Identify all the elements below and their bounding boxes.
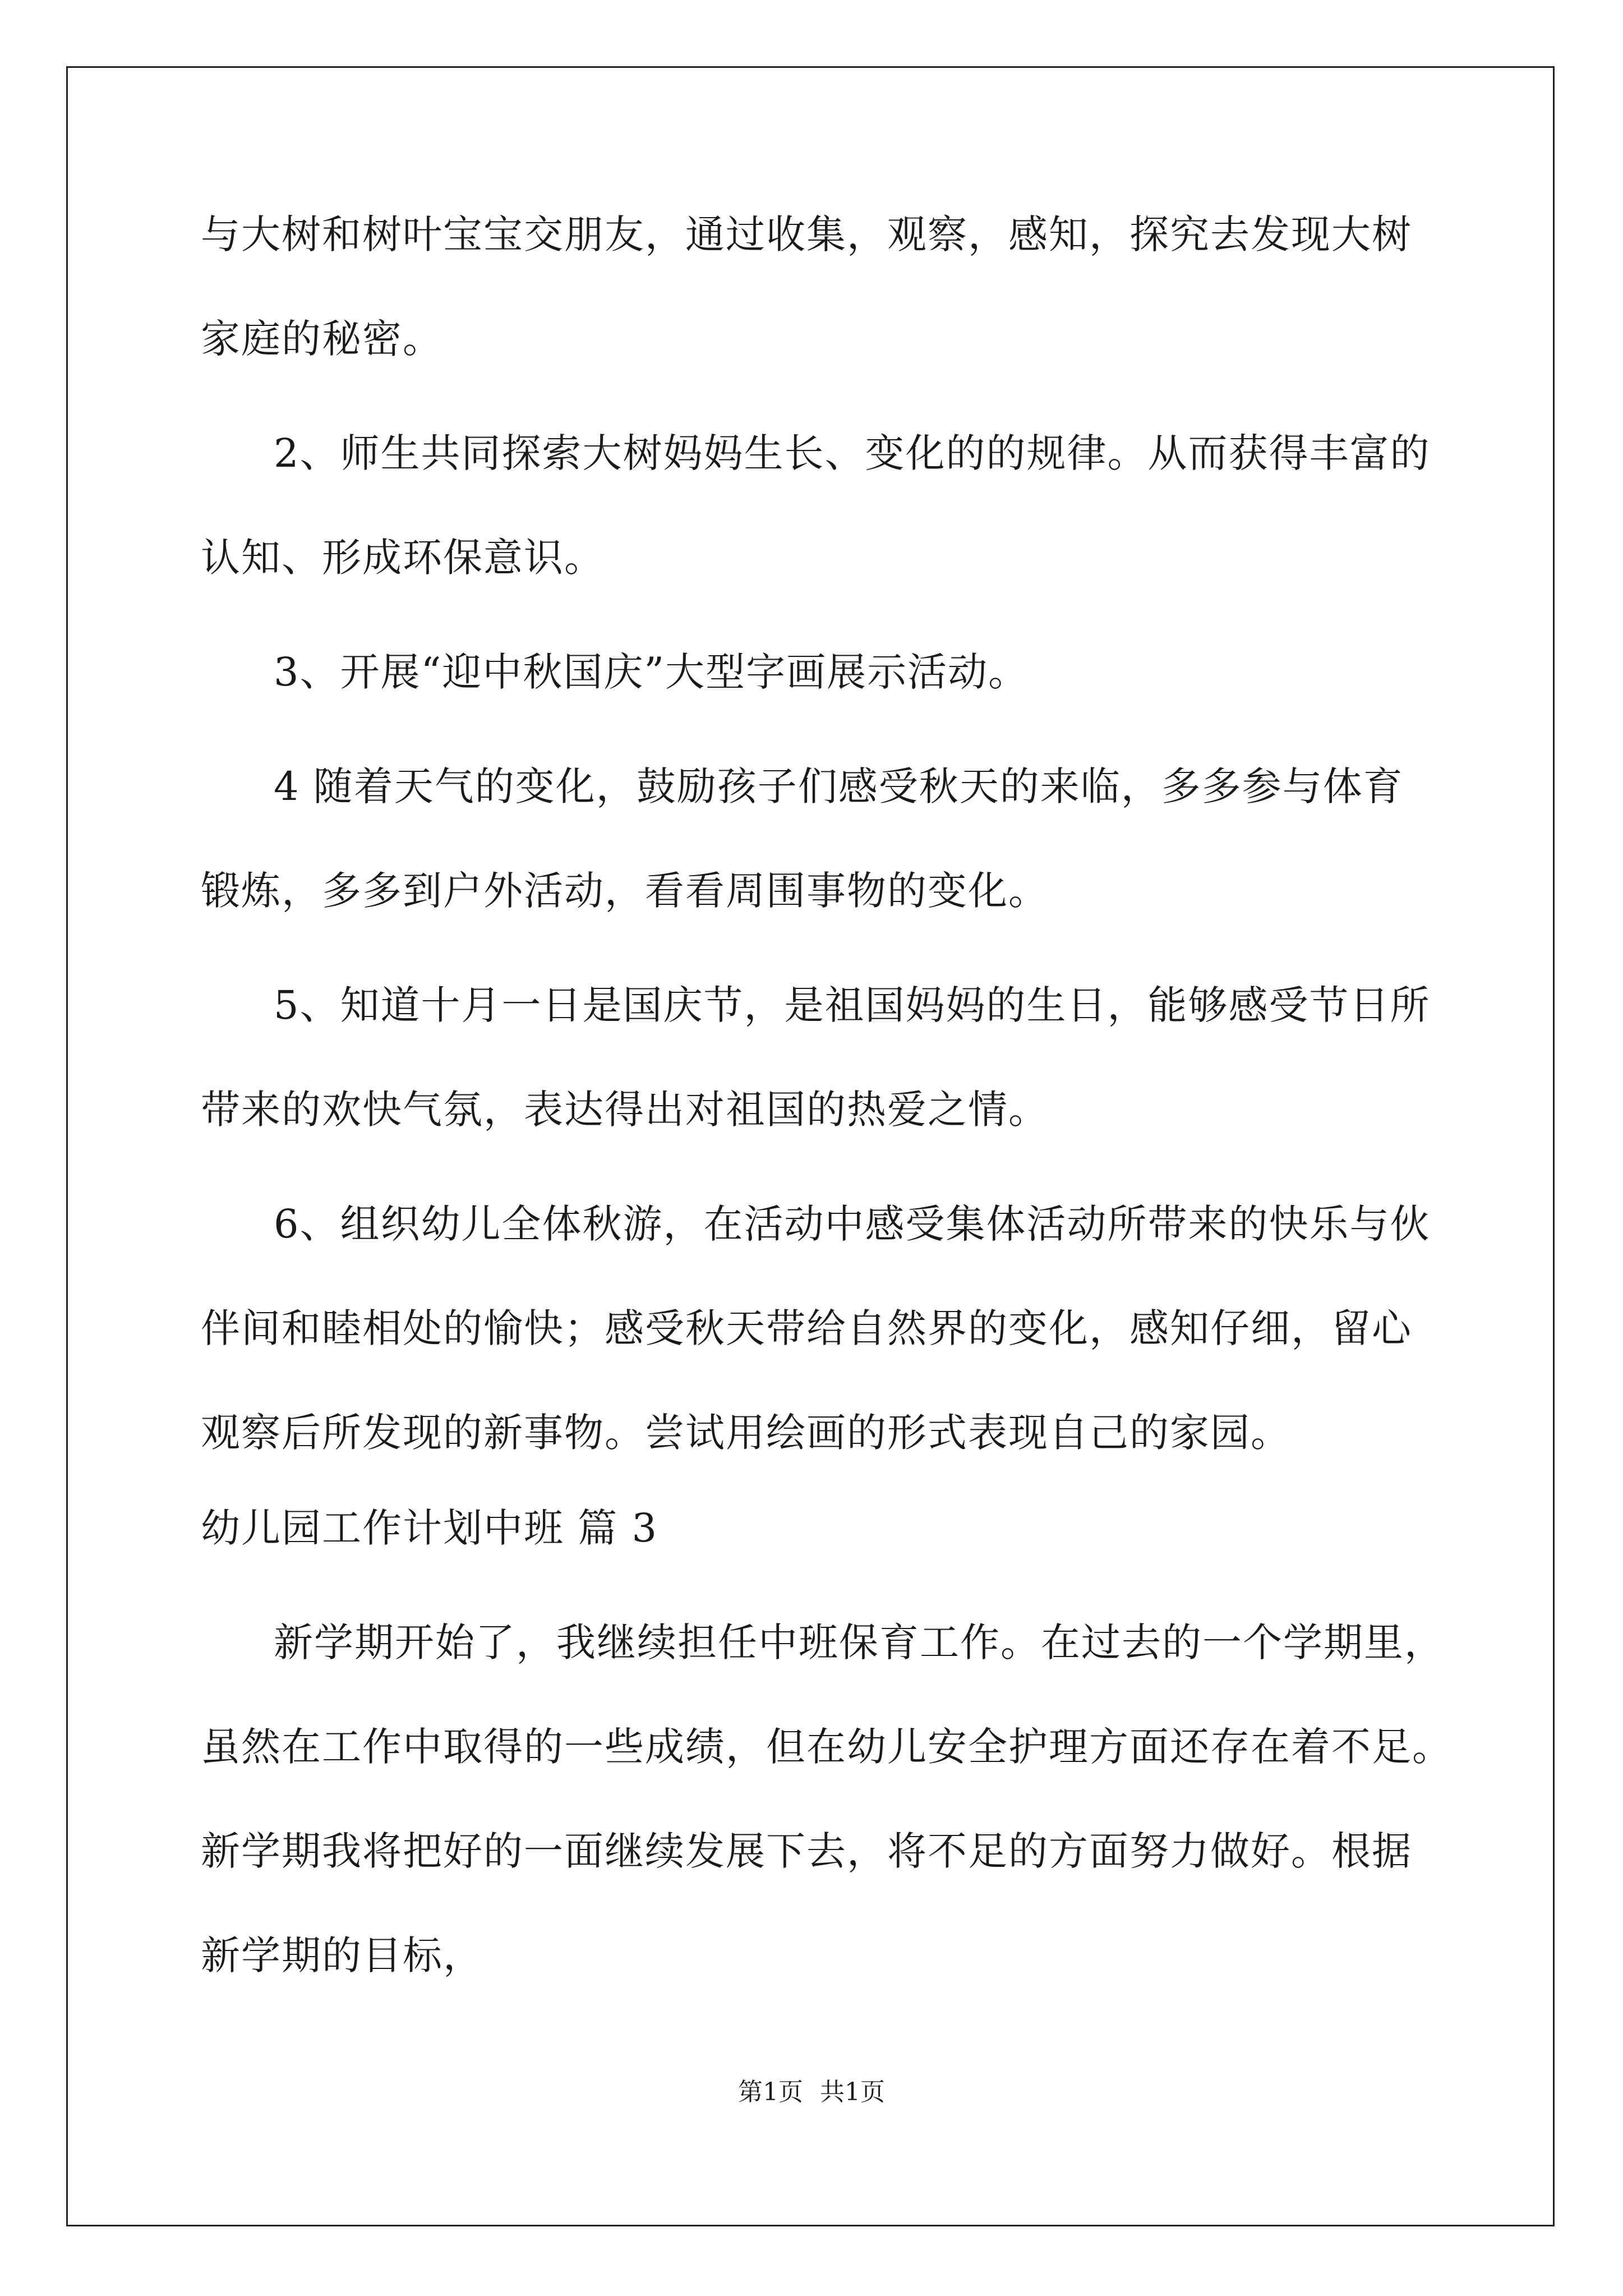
text-line: 观察后所发现的新事物。尝试用绘画的形式表现自己的家园。 <box>201 1410 1291 1456</box>
text-line: 认知、形成环保意识。 <box>201 535 605 581</box>
section-heading: 幼儿园工作计划中班 篇 3 <box>201 1505 658 1551</box>
text-line: 与大树和树叶宝宝交朋友，通过收集，观察，感知，探究去发现大树 <box>201 211 1412 257</box>
list-item-4: 4 随着天气的变化，鼓励孩子们感受秋天的来临，多多参与体育 <box>274 763 1404 809</box>
list-item-3: 3、开展“迎中秋国庆”大型字画展示活动。 <box>274 649 1029 695</box>
text-line: 虽然在工作中取得的一些成绩，但在幼儿安全护理方面还存在着不足。 <box>201 1724 1453 1770</box>
text-line: 带来的欢快气氛，表达得出对祖国的热爱之情。 <box>201 1087 1049 1133</box>
text-line: 新学期的目标， <box>201 1932 483 1978</box>
text-line: 锻炼，多多到户外活动，看看周围事物的变化。 <box>201 868 1049 914</box>
text-line: 伴间和睦相处的愉快；感受秋天带给自然界的变化，感知仔细，留心 <box>201 1305 1412 1351</box>
text-line: 家庭的秘密。 <box>201 316 443 362</box>
page-total: 共1页 <box>820 2078 885 2106</box>
page-footer <box>0 2076 1623 2109</box>
text-line: 新学期我将把好的一面继续发展下去，将不足的方面努力做好。根据 <box>201 1828 1412 1874</box>
page-number: 第1页 <box>738 2078 803 2106</box>
list-item-2: 2、师生共同探索大树妈妈生长、变化的的规律。从而获得丰富的 <box>274 430 1431 476</box>
list-item-6: 6、组织幼儿全体秋游，在活动中感受集体活动所带来的快乐与伙 <box>274 1201 1431 1247</box>
paragraph-first-line: 新学期开始了，我继续担任中班保育工作。在过去的一个学期里， <box>274 1619 1445 1665</box>
list-item-5: 5、知道十月一日是国庆节，是祖国妈妈的生日，能够感受节日所 <box>274 982 1431 1028</box>
document-body <box>201 208 1453 1982</box>
